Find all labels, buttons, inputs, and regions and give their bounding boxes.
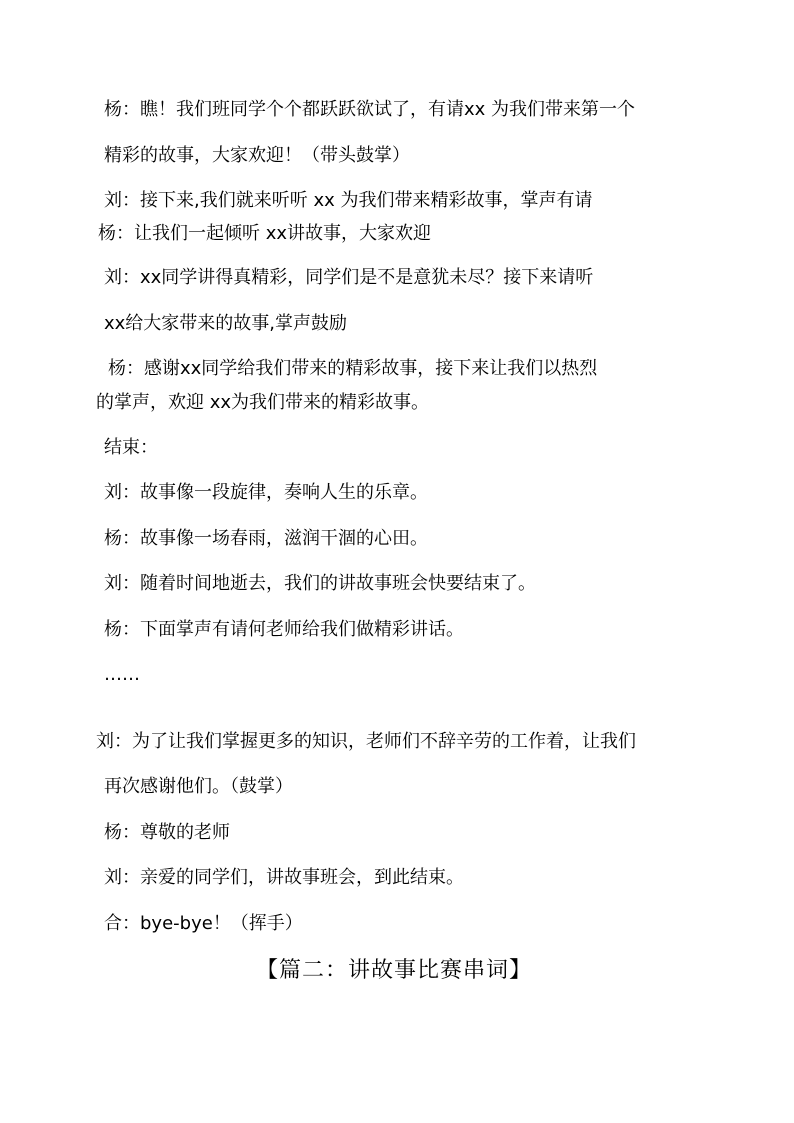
dialogue-line-2: 精彩的故事，大家欢迎！（带头鼓掌） — [104, 145, 410, 166]
dialogue-line-16: 刘：亲爱的同学们，讲故事班会，到此结束。 — [104, 867, 464, 888]
dialogue-line-15: 杨：尊敬的老师 — [104, 822, 230, 843]
ellipsis-line: …… — [104, 664, 140, 685]
dialogue-line-12: 杨：下面掌声有请何老师给我们做精彩讲话。 — [104, 619, 464, 640]
dialogue-line-9: 刘：故事像一段旋律，奏响人生的乐章。 — [104, 482, 428, 503]
dialogue-line-7: 杨：感谢xx同学给我们带来的精彩故事，接下来让我们以热烈 — [108, 358, 598, 379]
dialogue-line-6: xx给大家带来的故事,掌声鼓励 — [104, 313, 348, 334]
dialogue-line-8: 的掌声，欢迎 xx为我们带来的精彩故事。 — [96, 392, 430, 413]
dialogue-line-17: 合：bye-bye！（挥手） — [104, 913, 303, 934]
section-label-ending: 结束： — [104, 437, 158, 458]
dialogue-line-1: 杨：瞧！我们班同学个个都跃跃欲试了，有请xx 为我们带来第一个 — [104, 99, 636, 120]
dialogue-line-11: 刘：随着时间地逝去，我们的讲故事班会快要结束了。 — [104, 573, 536, 594]
section-title: 【篇二：讲故事比赛串词】 — [256, 958, 533, 983]
dialogue-line-5: 刘：xx同学讲得真精彩，同学们是不是意犹未尽？接下来请听 — [104, 267, 594, 288]
dialogue-line-10: 杨：故事像一场春雨，滋润干涸的心田。 — [104, 528, 428, 549]
dialogue-line-14: 再次感谢他们。（鼓掌） — [104, 776, 293, 797]
dialogue-line-4: 杨：让我们一起倾听 xx讲故事，大家欢迎 — [98, 223, 432, 244]
dialogue-line-13: 刘：为了让我们掌握更多的知识，老师们不辞辛劳的工作着，让我们 — [96, 731, 636, 752]
dialogue-line-3: 刘：接下来,我们就来听听 xx 为我们带来精彩故事，掌声有请 — [104, 190, 593, 211]
